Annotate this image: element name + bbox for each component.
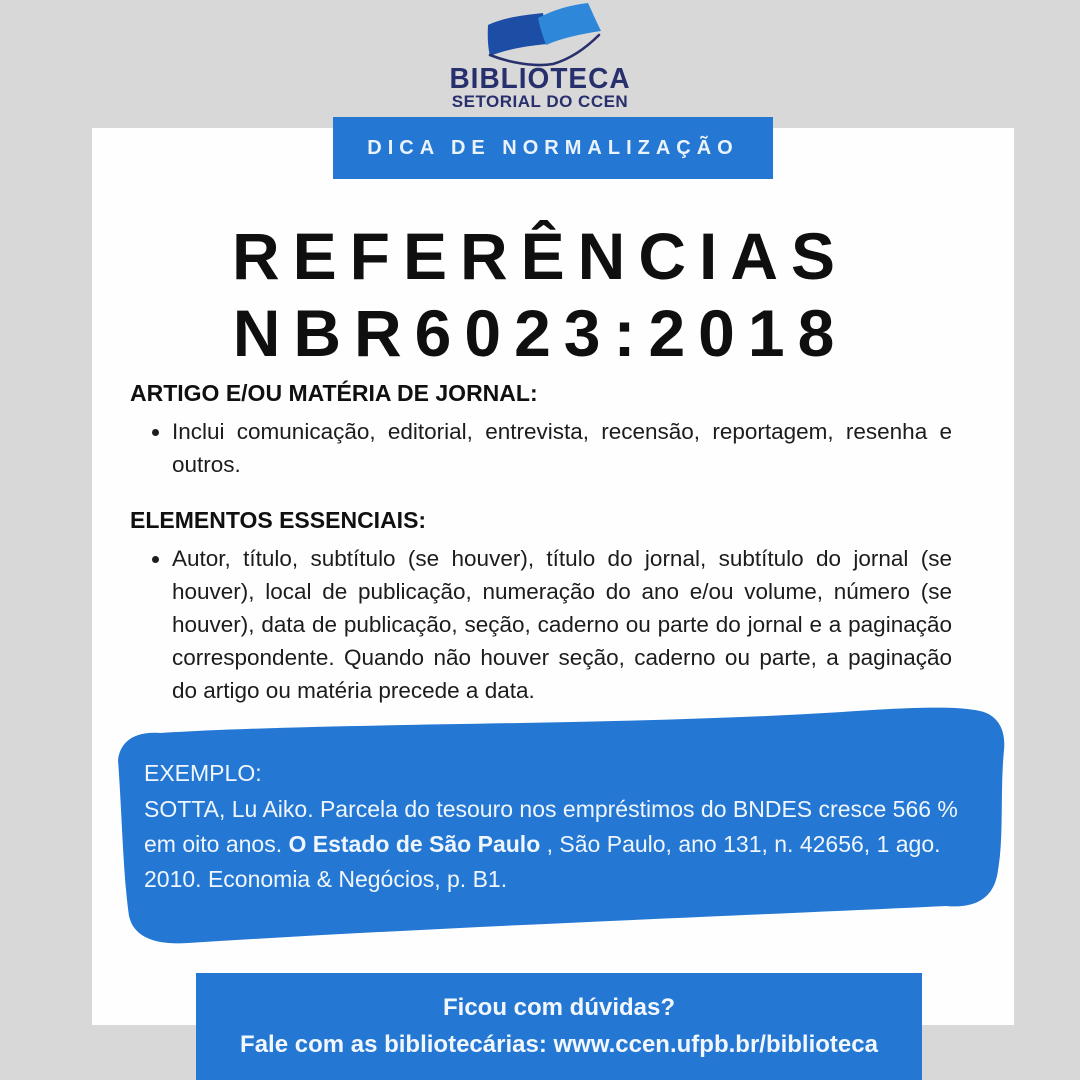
footer-question: Ficou com dúvidas?: [442, 994, 676, 1021]
section-heading-elementos: ELEMENTOS ESSENCIAIS:: [130, 507, 427, 533]
page-title: [0, 218, 1080, 372]
bullet-item: • Autor, título, subtítulo (se houver), título do jornal, subtítulo do jornal (se houver), local de publicação, numeração do ano e/ou volume, número (se houver), data de publicação, seção, caderno ou parte do jornal e a paginação correspondente. Quando não houver seção, caderno ou parte, a paginação do artigo ou matéria precede a data.: [172, 542, 952, 707]
open-book-icon: [465, 1, 615, 67]
citation-text-start: SOTTA, Lu Aiko. Parcela do tesouro nos empréstimos do BNDES cresce 566 % em oito anos.: [144, 796, 958, 857]
title-line-2: NBR6023:2018: [232, 296, 848, 370]
logo-subtitle: SETORIAL DO CCEN: [451, 92, 629, 111]
section-artigo-jornal: [130, 380, 952, 481]
section-elementos-essenciais: [130, 507, 952, 707]
example-highlight-block: [98, 698, 1013, 956]
example-citation: [144, 792, 976, 897]
tip-banner-label: DICA DE NORMALIZAÇÃO: [367, 136, 739, 159]
section-bullets: [130, 415, 952, 481]
logo-title: BIBLIOTECA: [449, 62, 631, 95]
body-copy: [130, 380, 952, 733]
citation-text-end: , São Paulo, ano 131, n. 42656, 1 ago. 2010. Economia & Negócios, p. B1.: [144, 831, 941, 892]
footer-contact-url: Fale com as bibliotecárias: www.ccen.ufpb.br/biblioteca: [240, 1031, 878, 1058]
section-bullets: [130, 542, 952, 707]
title-line-1: REFERÊNCIAS: [231, 219, 849, 293]
section-heading-artigo: ARTIGO E/OU MATÉRIA DE JORNAL:: [130, 380, 538, 406]
bullet-item: • Inclui comunicação, editorial, entrevista, recensão, reportagem, resenha e outros.: [172, 415, 952, 481]
citation-journal-title: O Estado de São Paulo: [288, 831, 541, 857]
footer-banner: [196, 973, 922, 1080]
example-label: EXEMPLO:: [144, 760, 262, 786]
example-text: [144, 756, 976, 897]
tip-banner: [333, 117, 773, 179]
